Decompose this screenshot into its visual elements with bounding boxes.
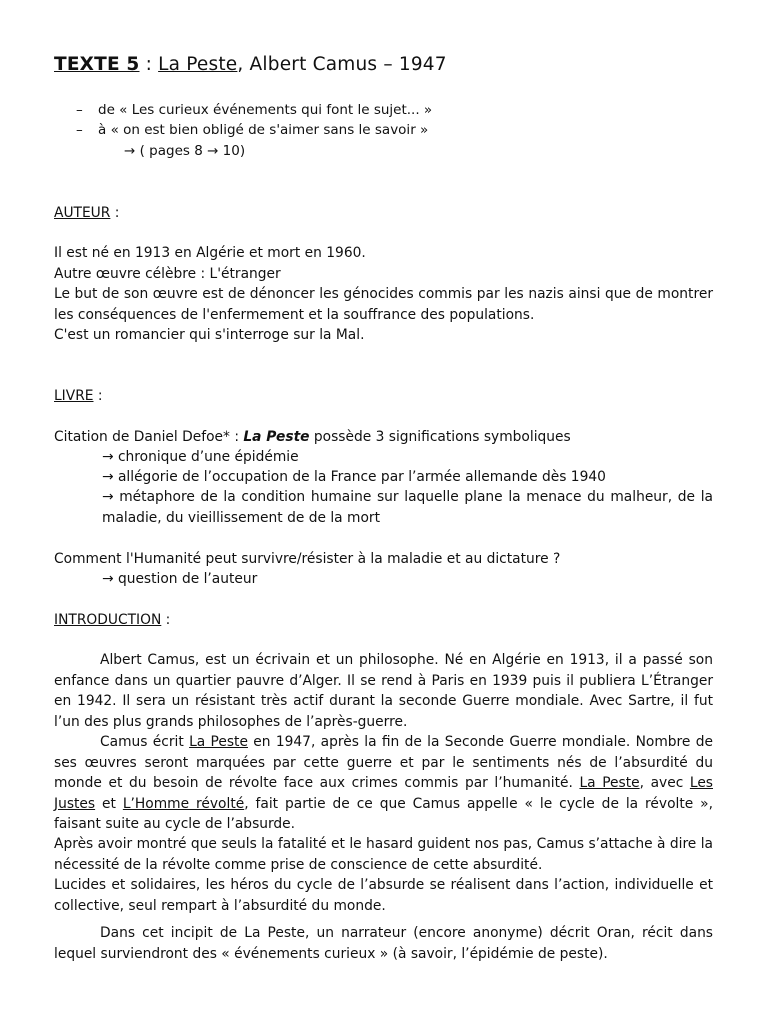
title-author-year: , Albert Camus – 1947	[237, 54, 447, 75]
title-work: La Peste	[158, 54, 238, 75]
auteur-heading-suffix: :	[110, 205, 120, 221]
bound-end-text: à « on est bien obligé de s'aimer sans le savoir »	[98, 122, 429, 138]
section-heading-livre	[54, 386, 103, 406]
bound-pages: → ( pages 8 → 10)	[124, 143, 246, 159]
title-separator: :	[139, 54, 159, 75]
bound-line-end	[76, 122, 428, 138]
intro-p2-d: et	[95, 795, 123, 812]
introduction-paragraph	[54, 732, 713, 835]
auteur-line: Il est né en 1913 en Algérie et mort en 1960.	[54, 245, 366, 261]
citation-suffix: possède 3 significations symboliques	[309, 429, 571, 445]
auteur-heading: AUTEUR	[54, 205, 111, 221]
livre-question: Comment l'Humanité peut survivre/résister à la maladie et au dictature ?	[54, 551, 561, 567]
livre-item: → chronique d’une épidémie	[102, 449, 299, 465]
intro-p2-title: La Peste	[189, 734, 248, 750]
livre-citation	[54, 427, 571, 447]
bound-line-start	[76, 102, 432, 118]
intro-p2-title4: L’Homme révolté	[122, 795, 245, 812]
citation-title: La Peste	[243, 429, 310, 445]
livre-item: → allégorie de l’occupation de la France par l’armée allemande dès 1940	[102, 469, 606, 485]
auteur-line: C'est un romancier qui s'interroge sur la Mal.	[54, 327, 365, 343]
introduction-heading: INTRODUCTION	[54, 612, 162, 628]
livre-heading: LIVRE	[54, 388, 94, 404]
livre-heading-suffix: :	[93, 388, 103, 404]
intro-p2-e: , fait partie de ce que Camus appelle « le cycle de la révolte », faisant suite au cycle de l’absurde.	[54, 795, 713, 832]
intro-p2-title2: La Peste	[579, 775, 640, 791]
bullet-dash: –	[76, 122, 83, 138]
auteur-paragraph: Le but de son œuvre est de dénoncer les génocides commis par les nazis ainsi que de montrer les conséquences de l'enfermement et la souffrance des populations.	[54, 286, 713, 323]
livre-item: → métaphore de la condition humaine sur laquelle plane la menace du malheur, de la maladie, du vieillissement de de la mort	[102, 489, 713, 526]
bullet-dash: –	[76, 102, 83, 118]
citation-prefix: Citation de Daniel Defoe* :	[54, 429, 244, 445]
intro-p1-text: Albert Camus, est un écrivain et un philosophe. Né en Algérie en 1913, il a passé son enfance dans un quartier pauvre d’Alger. Il se rend à Paris en 1939 puis il publiera L’Étranger en 1942. Il sera un résistant très actif durant la seconde Guerre mondiale. Avec Sartre, il fut l’un des plus grands philosophes de l’après-guerre.	[54, 652, 713, 730]
section-heading-introduction	[54, 610, 170, 630]
document-title	[54, 54, 447, 75]
auteur-line: Autre œuvre célèbre : L'étranger	[54, 266, 281, 282]
intro-p2-b: en 1947, après la fin de la Seconde Guerre mondiale. Nombre de ses œuvres seront marquées par cette guerre et par le sentiments nés de l’absurdité du monde et du besoin de révolte face aux crimes commis par l’humanité.	[54, 734, 713, 791]
section-heading-auteur	[54, 203, 119, 223]
introduction-paragraph: Après avoir montré que seuls la fatalité et le hasard guident nos pas, Camus s’attache à dire la nécessité de la révolte comme prise de conscience de cette absurdité.	[54, 836, 713, 873]
intro-p2-title3: Les Justes	[54, 775, 713, 812]
intro-p2-a: Camus écrit	[100, 734, 190, 750]
introduction-heading-suffix: :	[161, 612, 171, 628]
livre-question-answer: → question de l’auteur	[102, 571, 258, 587]
introduction-paragraph	[54, 650, 713, 732]
title-label: TEXTE 5	[54, 54, 140, 75]
intro-p5-text: Dans cet incipit de La Peste, un narrateur (encore anonyme) décrit Oran, récit dans lequel surviendront des « événements curieux » (à savoir, l’épidémie de peste).	[54, 925, 713, 962]
introduction-paragraph	[54, 923, 713, 964]
introduction-paragraph: Lucides et solidaires, les héros du cycle de l’absurde se réalisent dans l’action, individuelle et collective, seul rempart à l’absurdité du monde.	[54, 877, 713, 914]
intro-p2-c: , avec	[639, 775, 690, 791]
bound-start-text: de « Les curieux événements qui font le sujet... »	[98, 102, 433, 118]
